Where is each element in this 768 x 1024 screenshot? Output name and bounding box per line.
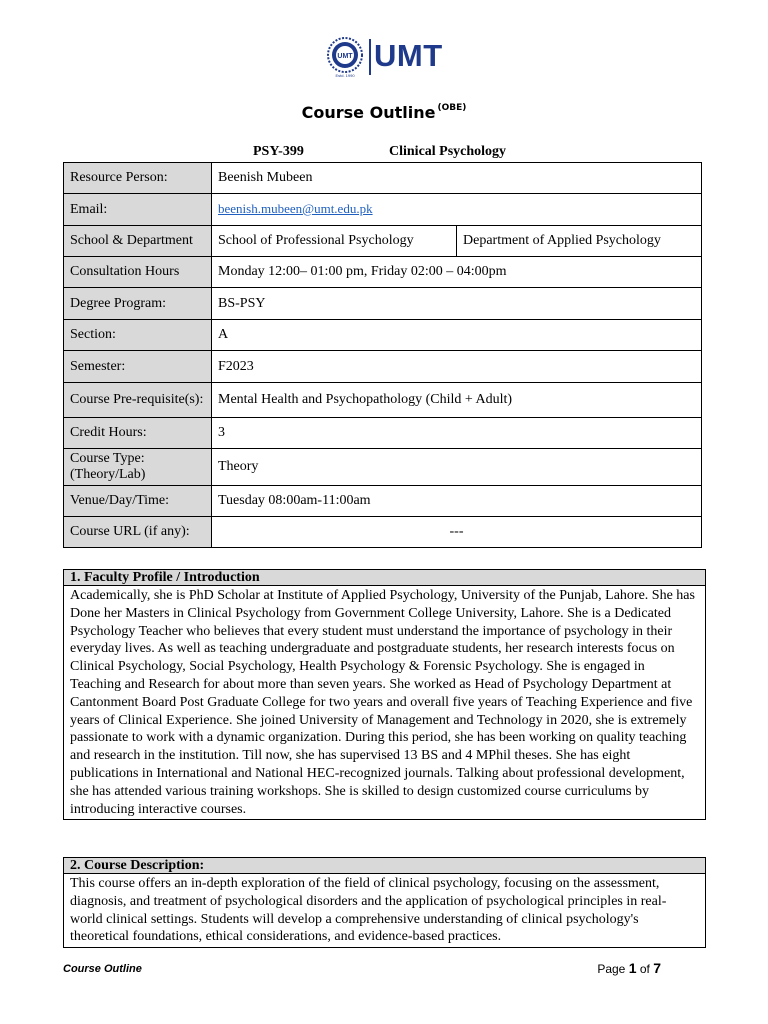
consultation-value: Monday 12:00– 01:00 pm, Friday 02:00 – 04:00pm xyxy=(212,257,702,288)
semester-label: Semester: xyxy=(64,351,212,383)
degree-value: BS-PSY xyxy=(212,288,702,320)
table-row xyxy=(64,449,702,486)
school-label: School & Department xyxy=(64,226,212,257)
type-value: Theory xyxy=(212,449,702,486)
prereq-value: Mental Health and Psychopathology (Child + Adult) xyxy=(212,383,702,418)
resource-person-value: Beenish Mubeen xyxy=(212,163,702,194)
section-label: Section: xyxy=(64,320,212,351)
semester-value: F2023 xyxy=(212,351,702,383)
table-row xyxy=(64,163,702,194)
degree-label: Degree Program: xyxy=(64,288,212,320)
course-name: Clinical Psychology xyxy=(389,144,507,159)
table-row xyxy=(64,226,702,257)
of-word: of xyxy=(639,962,650,976)
consultation-label: Consultation Hours xyxy=(64,257,212,288)
email-label: Email: xyxy=(64,194,212,226)
table-row xyxy=(64,320,702,351)
university-seal-icon xyxy=(326,36,364,78)
department-value: Department of Applied Psychology xyxy=(457,226,702,257)
table-row xyxy=(64,257,702,288)
section-value: A xyxy=(212,320,702,351)
resource-person-label: Resource Person: xyxy=(64,163,212,194)
faculty-profile-section xyxy=(63,569,706,820)
course-description-heading: 2. Course Description: xyxy=(64,858,705,874)
prereq-label: Course Pre-requisite(s): xyxy=(64,383,212,418)
course-description-body: This course offers an in-depth exploration of the field of clinical psychology, focusing on the assessment, diagnosis, and treatment of psychological disorders and the application of psychological principles in real-world clinical settings. Students will develop a comprehensive understanding of clinical psychology's theoretical foundations, ethical considerations, and evidence-based practices. xyxy=(70,876,667,945)
table-row xyxy=(64,486,702,517)
school-value: School of Professional Psychology xyxy=(212,226,457,257)
page-number xyxy=(597,960,661,976)
umt-logo xyxy=(326,36,444,82)
page-current: 1 xyxy=(628,960,637,976)
logo-divider xyxy=(369,39,371,75)
faculty-profile-heading: 1. Faculty Profile / Introduction xyxy=(64,570,705,586)
credit-label: Credit Hours: xyxy=(64,418,212,449)
url-label: Course URL (if any): xyxy=(64,517,212,548)
table-row xyxy=(64,288,702,320)
course-description-section xyxy=(63,857,706,948)
url-value: --- xyxy=(212,517,702,548)
table-row xyxy=(64,418,702,449)
faculty-profile-body: Academically, she is PhD Scholar at Institute of Applied Psychology, University of the Punjab, Lahore. She has Done her Masters in Clinical Psychology from Government College University, Lahore. She is a Dedicated Psychology Teacher who believes that every student must understand the importance of psychology in their everyday lives. As well as teaching undergraduate and postgraduate students, her research interests focus on Clinical Psychology, Social Psychology, Health Psychology & Forensic Psychology. She is engaged in Teaching and Research for about more than seven years. She worked as Head of Psychology Department at Cantonment Board Post Graduate College for two years and overall five years of Teaching Experience and five years of Clinical Experience. She joined University of Management and Technology in 2020, she is extremely passionate to work with a dynamic organization. During this period, she has been working on quality teaching and research in the institution. Till now, she has supervised 13 BS and 4 MPhil theses. She has eight publications in International and National HEC-recognized journals. Talking about professional development, she has attended various training workshops. She is skilled to design customized course curriculums by introducing interactive courses. xyxy=(70,588,695,817)
page-title xyxy=(0,103,768,122)
table-row xyxy=(64,351,702,383)
seal-text: UMT xyxy=(337,53,353,60)
venue-label: Venue/Day/Time: xyxy=(64,486,212,517)
title-text: Course Outline xyxy=(301,103,436,122)
brand-text: UMT xyxy=(374,38,443,73)
course-info-table xyxy=(63,162,702,548)
email-link[interactable]: beenish.mubeen@umt.edu.pk xyxy=(218,201,373,216)
title-sup: (OBE) xyxy=(437,103,467,113)
page-total: 7 xyxy=(653,960,661,976)
footer-label: Course Outline xyxy=(63,963,142,975)
venue-value: Tuesday 08:00am-11:00am xyxy=(212,486,702,517)
seal-year: Estd. 1990 xyxy=(335,73,355,78)
table-row xyxy=(64,383,702,418)
table-row xyxy=(64,194,702,226)
table-row xyxy=(64,517,702,548)
course-code: PSY-399 xyxy=(253,144,304,159)
type-label: Course Type: (Theory/Lab) xyxy=(64,449,212,486)
credit-value: 3 xyxy=(212,418,702,449)
page-word: Page xyxy=(597,962,626,976)
